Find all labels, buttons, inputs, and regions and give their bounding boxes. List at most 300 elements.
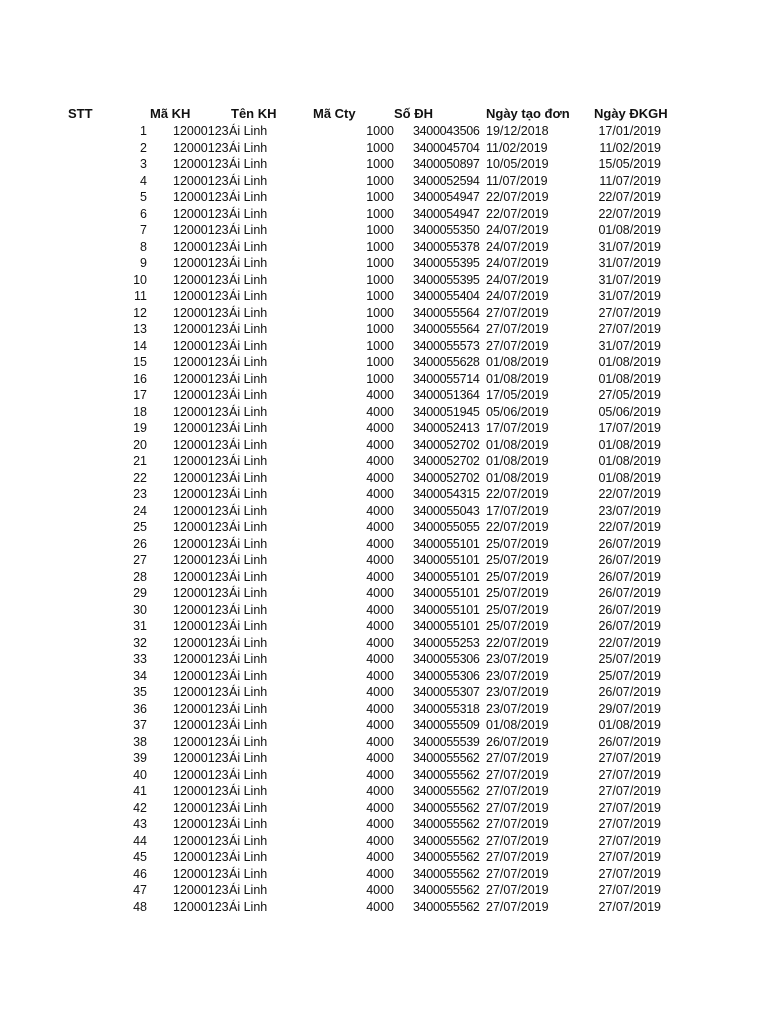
cell-stt: 20	[133, 437, 147, 452]
cell-so-dh: 3400052413	[413, 421, 480, 435]
cell-ma-cty: 1000	[366, 272, 394, 287]
table-row	[0, 222, 768, 239]
cell-ngay-dkgh: 31/07/2019	[598, 239, 661, 254]
cell-ma-cty: 4000	[366, 833, 394, 848]
cell-ma-cty: 4000	[366, 586, 394, 600]
cell-ngay-tao-don: 22/07/2019	[486, 487, 549, 501]
table-row	[0, 618, 768, 635]
cell-so-dh: 3400055306	[413, 652, 480, 666]
cell-stt: 40	[133, 767, 147, 782]
cell-ten-kh: Ái Linh	[229, 800, 268, 815]
cell-so-dh: 3400055101	[413, 569, 480, 584]
cell-ten-kh: Ái Linh	[229, 784, 268, 798]
cell-so-dh: 3400055509	[413, 718, 480, 732]
cell-stt: 47	[133, 883, 147, 897]
cell-ngay-tao-don: 27/07/2019	[486, 833, 549, 848]
cell-stt: 1	[140, 124, 147, 138]
cell-ngay-tao-don: 01/08/2019	[486, 718, 549, 732]
cell-ten-kh: Ái Linh	[229, 190, 268, 204]
cell-ngay-dkgh: 26/07/2019	[598, 586, 661, 600]
table-row	[0, 833, 768, 850]
cell-ma-cty: 4000	[366, 751, 394, 765]
cell-ngay-dkgh: 27/07/2019	[598, 850, 661, 864]
cell-ma-kh: 12000123	[173, 371, 229, 386]
cell-ma-kh: 12000123	[173, 124, 229, 138]
cell-ma-kh: 12000123	[173, 602, 229, 617]
table-row	[0, 206, 768, 223]
cell-ngay-tao-don: 27/07/2019	[486, 305, 549, 320]
cell-so-dh: 3400055101	[413, 586, 480, 600]
cell-ma-kh: 12000123	[173, 569, 229, 584]
cell-stt: 34	[133, 668, 147, 683]
cell-stt: 16	[133, 371, 147, 386]
cell-ma-kh: 12000123	[173, 751, 229, 765]
cell-so-dh: 3400054947	[413, 206, 480, 221]
cell-ngay-dkgh: 01/08/2019	[598, 223, 661, 237]
cell-ngay-dkgh: 27/07/2019	[598, 322, 661, 336]
table-row	[0, 668, 768, 685]
cell-so-dh: 3400055562	[413, 800, 480, 815]
cell-so-dh: 3400055628	[413, 355, 480, 369]
cell-stt: 43	[133, 817, 147, 831]
cell-ngay-dkgh: 26/07/2019	[598, 536, 661, 551]
table-row	[0, 734, 768, 751]
cell-ma-cty: 4000	[366, 718, 394, 732]
cell-ten-kh: Ái Linh	[229, 157, 268, 171]
cell-ngay-tao-don: 27/07/2019	[486, 751, 549, 765]
cell-so-dh: 3400055562	[413, 817, 480, 831]
table-row	[0, 750, 768, 767]
table-row	[0, 882, 768, 899]
cell-stt: 44	[133, 833, 147, 848]
cell-so-dh: 3400055043	[413, 503, 480, 518]
cell-ten-kh: Ái Linh	[229, 124, 268, 138]
cell-ma-cty: 4000	[366, 800, 394, 815]
cell-stt: 7	[140, 223, 147, 237]
table-row	[0, 189, 768, 206]
cell-stt: 18	[133, 404, 147, 419]
cell-ma-kh: 12000123	[173, 338, 229, 353]
cell-ten-kh: Ái Linh	[229, 206, 268, 221]
cell-ten-kh: Ái Linh	[229, 767, 268, 782]
table-row	[0, 338, 768, 355]
cell-ngay-dkgh: 27/07/2019	[598, 784, 661, 798]
cell-ma-kh: 12000123	[173, 767, 229, 782]
cell-ma-cty: 4000	[366, 701, 394, 716]
cell-so-dh: 3400055562	[413, 883, 480, 897]
cell-ten-kh: Ái Linh	[229, 899, 268, 914]
cell-ngay-dkgh: 31/07/2019	[598, 256, 661, 270]
cell-ma-cty: 1000	[366, 223, 394, 237]
cell-so-dh: 3400055306	[413, 668, 480, 683]
cell-ma-cty: 4000	[366, 850, 394, 864]
cell-ngay-dkgh: 22/07/2019	[598, 520, 661, 534]
cell-stt: 27	[133, 553, 147, 567]
cell-ma-kh: 12000123	[173, 140, 229, 155]
cell-so-dh: 3400055562	[413, 751, 480, 765]
cell-ten-kh: Ái Linh	[229, 388, 268, 402]
cell-stt: 37	[133, 718, 147, 732]
cell-stt: 30	[133, 602, 147, 617]
cell-so-dh: 3400052702	[413, 437, 480, 452]
cell-ten-kh: Ái Linh	[229, 536, 268, 551]
cell-stt: 38	[133, 734, 147, 749]
cell-ngay-tao-don: 23/07/2019	[486, 668, 549, 683]
cell-ten-kh: Ái Linh	[229, 305, 268, 320]
cell-ma-cty: 1000	[366, 256, 394, 270]
cell-so-dh: 3400055562	[413, 784, 480, 798]
cell-ngay-tao-don: 27/07/2019	[486, 850, 549, 864]
cell-ngay-tao-don: 19/12/2018	[486, 124, 549, 138]
cell-ma-kh: 12000123	[173, 454, 229, 468]
cell-ten-kh: Ái Linh	[229, 701, 268, 716]
cell-ma-kh: 12000123	[173, 784, 229, 798]
cell-ma-cty: 1000	[366, 305, 394, 320]
cell-stt: 25	[133, 520, 147, 534]
cell-ma-kh: 12000123	[173, 470, 229, 485]
cell-ma-cty: 4000	[366, 421, 394, 435]
header-ma-kh: Mã KH	[150, 106, 191, 121]
header-ma-cty: Mã Cty	[313, 106, 356, 121]
cell-ma-cty: 1000	[366, 157, 394, 171]
table-row	[0, 635, 768, 652]
cell-ngay-dkgh: 05/06/2019	[598, 404, 661, 419]
table-row	[0, 684, 768, 701]
cell-ma-cty: 4000	[366, 734, 394, 749]
cell-ngay-dkgh: 22/07/2019	[598, 190, 661, 204]
cell-ngay-tao-don: 25/07/2019	[486, 553, 549, 567]
cell-ma-cty: 1000	[366, 322, 394, 336]
table-row	[0, 717, 768, 734]
cell-ten-kh: Ái Linh	[229, 817, 268, 831]
cell-ma-kh: 12000123	[173, 190, 229, 204]
table-row	[0, 156, 768, 173]
header-row	[0, 106, 768, 123]
cell-ma-cty: 4000	[366, 817, 394, 831]
cell-so-dh: 3400052594	[413, 173, 480, 188]
cell-ma-kh: 12000123	[173, 586, 229, 600]
cell-ma-kh: 12000123	[173, 701, 229, 716]
table-row	[0, 371, 768, 388]
cell-ma-cty: 4000	[366, 553, 394, 567]
cell-stt: 33	[133, 652, 147, 666]
cell-ngay-dkgh: 01/08/2019	[598, 437, 661, 452]
cell-ten-kh: Ái Linh	[229, 652, 268, 666]
cell-ngay-tao-don: 27/07/2019	[486, 767, 549, 782]
cell-ma-cty: 4000	[366, 767, 394, 782]
cell-so-dh: 3400055562	[413, 866, 480, 881]
cell-ma-kh: 12000123	[173, 899, 229, 914]
cell-ma-cty: 4000	[366, 652, 394, 666]
cell-stt: 32	[133, 635, 147, 650]
cell-ma-kh: 12000123	[173, 734, 229, 749]
cell-stt: 8	[140, 239, 147, 254]
cell-ma-cty: 1000	[366, 289, 394, 303]
cell-ngay-dkgh: 22/07/2019	[598, 206, 661, 221]
cell-ngay-tao-don: 24/07/2019	[486, 223, 549, 237]
cell-so-dh: 3400055562	[413, 899, 480, 914]
cell-ten-kh: Ái Linh	[229, 470, 268, 485]
cell-stt: 46	[133, 866, 147, 881]
cell-ngay-tao-don: 01/08/2019	[486, 355, 549, 369]
cell-ngay-tao-don: 25/07/2019	[486, 586, 549, 600]
cell-so-dh: 3400055562	[413, 833, 480, 848]
cell-ngay-dkgh: 25/07/2019	[598, 668, 661, 683]
cell-ngay-tao-don: 25/07/2019	[486, 619, 549, 633]
cell-stt: 14	[133, 338, 147, 353]
cell-stt: 10	[133, 272, 147, 287]
cell-ngay-tao-don: 11/02/2019	[486, 140, 548, 155]
cell-so-dh: 3400055395	[413, 272, 480, 287]
cell-ten-kh: Ái Linh	[229, 751, 268, 765]
cell-so-dh: 3400055573	[413, 338, 480, 353]
cell-ma-kh: 12000123	[173, 157, 229, 171]
cell-ma-cty: 4000	[366, 520, 394, 534]
cell-so-dh: 3400055562	[413, 767, 480, 782]
cell-ma-cty: 1000	[366, 190, 394, 204]
cell-ma-kh: 12000123	[173, 404, 229, 419]
table-row	[0, 288, 768, 305]
cell-ngay-tao-don: 27/07/2019	[486, 338, 549, 353]
cell-stt: 6	[140, 206, 147, 221]
cell-ten-kh: Ái Linh	[229, 355, 268, 369]
cell-ten-kh: Ái Linh	[229, 520, 268, 534]
cell-ngay-dkgh: 01/08/2019	[598, 371, 661, 386]
table-row	[0, 800, 768, 817]
cell-ma-kh: 12000123	[173, 652, 229, 666]
cell-so-dh: 3400055395	[413, 256, 480, 270]
header-so-dh: Số ĐH	[394, 106, 433, 121]
cell-ma-cty: 1000	[366, 371, 394, 386]
cell-so-dh: 3400055378	[413, 239, 480, 254]
cell-ten-kh: Ái Linh	[229, 503, 268, 518]
table-row	[0, 519, 768, 536]
cell-ma-kh: 12000123	[173, 883, 229, 897]
cell-ngay-tao-don: 27/07/2019	[486, 817, 549, 831]
cell-stt: 2	[140, 140, 147, 155]
cell-stt: 9	[140, 256, 147, 270]
cell-so-dh: 3400043506	[413, 124, 480, 138]
cell-ma-kh: 12000123	[173, 800, 229, 815]
cell-ngay-tao-don: 27/07/2019	[486, 899, 549, 914]
table-row	[0, 899, 768, 916]
cell-ma-kh: 12000123	[173, 437, 229, 452]
cell-ngay-dkgh: 27/05/2019	[598, 388, 661, 402]
cell-ten-kh: Ái Linh	[229, 322, 268, 336]
cell-so-dh: 3400054315	[413, 487, 480, 501]
cell-so-dh: 3400055404	[413, 289, 480, 303]
cell-so-dh: 3400055101	[413, 536, 480, 551]
table-row	[0, 239, 768, 256]
cell-stt: 24	[133, 503, 147, 518]
cell-stt: 11	[134, 289, 147, 303]
cell-ngay-tao-don: 22/07/2019	[486, 206, 549, 221]
cell-ma-kh: 12000123	[173, 866, 229, 881]
cell-ma-kh: 12000123	[173, 817, 229, 831]
cell-ngay-dkgh: 11/07/2019	[599, 173, 661, 188]
cell-ten-kh: Ái Linh	[229, 239, 268, 254]
cell-ma-kh: 12000123	[173, 239, 229, 254]
cell-ngay-tao-don: 01/08/2019	[486, 454, 549, 468]
cell-ten-kh: Ái Linh	[229, 586, 268, 600]
cell-ngay-tao-don: 25/07/2019	[486, 536, 549, 551]
table-row	[0, 453, 768, 470]
table-row	[0, 651, 768, 668]
table-row	[0, 816, 768, 833]
table-row	[0, 701, 768, 718]
cell-ten-kh: Ái Linh	[229, 883, 268, 897]
cell-ngay-dkgh: 26/07/2019	[598, 685, 661, 699]
cell-stt: 4	[140, 173, 147, 188]
cell-ten-kh: Ái Linh	[229, 404, 268, 419]
cell-ten-kh: Ái Linh	[229, 718, 268, 732]
table-row	[0, 602, 768, 619]
table-row	[0, 849, 768, 866]
cell-ngay-dkgh: 01/08/2019	[598, 454, 661, 468]
cell-ma-kh: 12000123	[173, 536, 229, 551]
cell-ma-cty: 4000	[366, 487, 394, 501]
cell-ten-kh: Ái Linh	[229, 685, 268, 699]
cell-ma-kh: 12000123	[173, 173, 229, 188]
cell-ngay-dkgh: 27/07/2019	[598, 817, 661, 831]
cell-ma-cty: 4000	[366, 388, 394, 402]
cell-ngay-dkgh: 26/07/2019	[598, 734, 661, 749]
cell-ngay-tao-don: 25/07/2019	[486, 602, 549, 617]
cell-ma-cty: 4000	[366, 536, 394, 551]
cell-ma-cty: 4000	[366, 883, 394, 897]
cell-ngay-tao-don: 17/07/2019	[486, 503, 549, 518]
cell-ten-kh: Ái Linh	[229, 734, 268, 749]
cell-ngay-dkgh: 17/01/2019	[598, 124, 661, 138]
cell-stt: 17	[133, 388, 147, 402]
cell-so-dh: 3400054947	[413, 190, 480, 204]
cell-ma-cty: 1000	[366, 206, 394, 221]
cell-ma-kh: 12000123	[173, 421, 229, 435]
cell-stt: 26	[133, 536, 147, 551]
cell-so-dh: 3400055318	[413, 701, 480, 716]
cell-ngay-dkgh: 01/08/2019	[598, 355, 661, 369]
table-row	[0, 255, 768, 272]
cell-so-dh: 3400051364	[413, 388, 480, 402]
table-row	[0, 569, 768, 586]
cell-ma-cty: 4000	[366, 470, 394, 485]
cell-ten-kh: Ái Linh	[229, 553, 268, 567]
table-row	[0, 767, 768, 784]
cell-ngay-dkgh: 25/07/2019	[598, 652, 661, 666]
cell-ma-kh: 12000123	[173, 272, 229, 287]
cell-ma-cty: 4000	[366, 668, 394, 683]
cell-ngay-tao-don: 24/07/2019	[486, 256, 549, 270]
cell-ngay-dkgh: 23/07/2019	[598, 503, 661, 518]
cell-so-dh: 3400050897	[413, 157, 480, 171]
cell-ngay-dkgh: 29/07/2019	[598, 701, 661, 716]
cell-ngay-dkgh: 27/07/2019	[598, 305, 661, 320]
cell-ma-kh: 12000123	[173, 619, 229, 633]
cell-ma-kh: 12000123	[173, 635, 229, 650]
cell-stt: 5	[140, 190, 147, 204]
table-row	[0, 470, 768, 487]
cell-ngay-tao-don: 27/07/2019	[486, 866, 549, 881]
cell-ten-kh: Ái Linh	[229, 866, 268, 881]
cell-ma-cty: 1000	[366, 140, 394, 155]
cell-ma-kh: 12000123	[173, 833, 229, 848]
cell-ten-kh: Ái Linh	[229, 635, 268, 650]
cell-ngay-tao-don: 23/07/2019	[486, 685, 549, 699]
cell-stt: 22	[133, 470, 147, 485]
cell-ma-cty: 1000	[366, 124, 394, 138]
cell-ngay-dkgh: 26/07/2019	[598, 602, 661, 617]
cell-so-dh: 3400055562	[413, 850, 480, 864]
cell-ma-kh: 12000123	[173, 322, 229, 336]
cell-ngay-tao-don: 22/07/2019	[486, 190, 549, 204]
cell-ma-kh: 12000123	[173, 685, 229, 699]
cell-ma-cty: 4000	[366, 685, 394, 699]
table-row	[0, 437, 768, 454]
cell-ngay-tao-don: 10/05/2019	[486, 157, 549, 171]
cell-ngay-dkgh: 27/07/2019	[598, 866, 661, 881]
cell-ma-cty: 4000	[366, 404, 394, 419]
table-row	[0, 783, 768, 800]
cell-ngay-dkgh: 31/07/2019	[598, 338, 661, 353]
table-row	[0, 321, 768, 338]
cell-ma-kh: 12000123	[173, 487, 229, 501]
cell-stt: 35	[133, 685, 147, 699]
header-ngay-tao-don: Ngày tạo đơn	[486, 106, 570, 121]
cell-ma-cty: 1000	[366, 338, 394, 353]
cell-ngay-tao-don: 17/05/2019	[486, 388, 549, 402]
cell-ten-kh: Ái Linh	[229, 833, 268, 848]
cell-ten-kh: Ái Linh	[229, 454, 268, 468]
header-stt: STT	[68, 106, 93, 121]
cell-stt: 28	[133, 569, 147, 584]
cell-ten-kh: Ái Linh	[229, 421, 268, 435]
table-row	[0, 585, 768, 602]
cell-ma-cty: 4000	[366, 454, 394, 468]
cell-so-dh: 3400045704	[413, 140, 480, 155]
cell-ngay-dkgh: 22/07/2019	[598, 487, 661, 501]
table-row	[0, 420, 768, 437]
cell-ngay-dkgh: 27/07/2019	[598, 751, 661, 765]
cell-ten-kh: Ái Linh	[229, 140, 268, 155]
table-row	[0, 552, 768, 569]
cell-so-dh: 3400055253	[413, 635, 480, 650]
cell-stt: 31	[133, 619, 147, 633]
cell-so-dh: 3400055101	[413, 553, 480, 567]
cell-ma-cty: 1000	[366, 239, 394, 254]
cell-ngay-dkgh: 01/08/2019	[598, 470, 661, 485]
cell-ngay-dkgh: 27/07/2019	[598, 833, 661, 848]
cell-ngay-tao-don: 27/07/2019	[486, 784, 549, 798]
table-row	[0, 305, 768, 322]
cell-ngay-dkgh: 26/07/2019	[598, 553, 661, 567]
cell-so-dh: 3400052702	[413, 470, 480, 485]
cell-ten-kh: Ái Linh	[229, 668, 268, 683]
cell-ten-kh: Ái Linh	[229, 338, 268, 353]
cell-ngay-tao-don: 22/07/2019	[486, 520, 549, 534]
cell-stt: 42	[133, 800, 147, 815]
table-row	[0, 503, 768, 520]
cell-ngay-tao-don: 24/07/2019	[486, 272, 549, 287]
cell-ma-kh: 12000123	[173, 668, 229, 683]
cell-ma-cty: 4000	[366, 619, 394, 633]
cell-ngay-tao-don: 27/07/2019	[486, 322, 549, 336]
cell-stt: 39	[133, 751, 147, 765]
cell-ma-cty: 4000	[366, 602, 394, 617]
cell-ten-kh: Ái Linh	[229, 850, 268, 864]
cell-stt: 15	[133, 355, 147, 369]
cell-stt: 45	[133, 850, 147, 864]
cell-ten-kh: Ái Linh	[229, 602, 268, 617]
